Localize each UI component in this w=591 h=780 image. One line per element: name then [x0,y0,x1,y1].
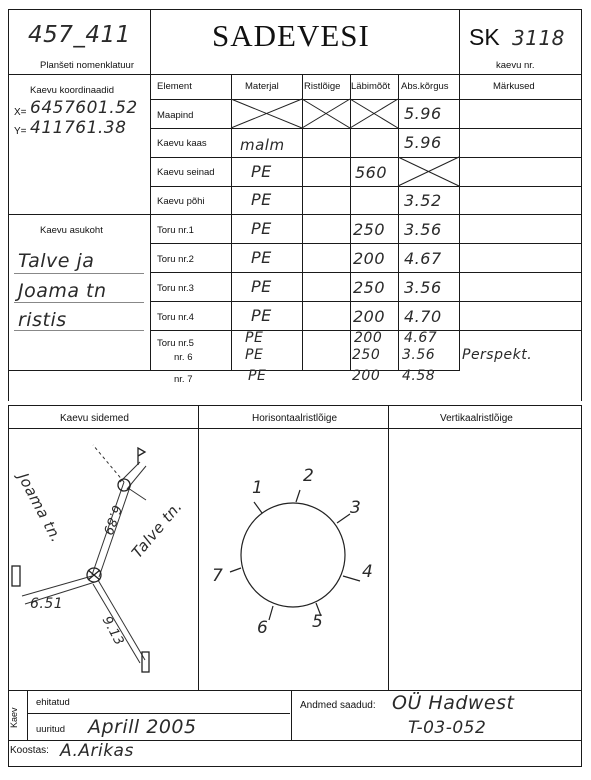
table-cell-diameter: 250 [353,278,386,297]
table-cell-material: PE [248,368,267,384]
horizontal-label: Horisontaalristlõige [252,413,338,424]
well-prefix: SK [469,24,500,50]
distance-bottom: 9.13 [98,614,127,649]
table-cell-element: nr. 6 [174,352,193,363]
sheet-label: Planšeti nomenklatuur [40,60,134,71]
well-circle [241,503,345,607]
data-from-value: OÜ Hadwest [392,692,515,714]
sheet-number: 457_411 [28,22,131,48]
table-cell-diameter: 200 [353,249,386,268]
built-label: ehitatud [36,697,70,708]
table-cell-element: Toru nr.3 [157,283,194,294]
table-cell-material: PE [251,162,272,181]
table-cell-material: PE [251,306,272,325]
form-title: SADEVESI [212,18,370,53]
column-header-diameter: Läbimõõt [351,81,391,92]
table-cell-material: malm [240,136,285,154]
data-from-label: Andmed saadud: [300,700,376,711]
well-label: kaevu nr. [496,60,535,71]
table-cell-element: Toru nr.5 [157,338,194,349]
table-cell-element: Toru nr.1 [157,225,194,236]
well-number: 3118 [512,26,565,50]
street-label-joama: Joama tn. [14,470,66,546]
column-header-abs-height: Abs.kõrgus [401,81,449,92]
table-cell-abs: 3.56 [402,347,436,363]
pipe-number: 5 [312,612,324,632]
distance-left: 6.51 [30,596,64,612]
column-header-section: Ristlõige [304,81,341,92]
table-cell-diameter: 250 [352,347,381,363]
location-line: Talve ja [18,250,95,272]
location-line: ristis [18,309,67,331]
table-cell-material: PE [251,248,272,267]
table-cell-abs: 3.56 [404,278,442,297]
pipe-number: 3 [350,498,362,518]
data-reference: T-03-052 [408,718,487,738]
pipe-number: 4 [362,562,374,582]
table-cell-abs: 3.52 [404,191,442,210]
table-cell-abs: 4.58 [402,368,436,384]
street-label-talve: Talve tn. [128,497,186,562]
table-cell-abs: 4.67 [404,330,438,346]
pipe-number: 2 [303,466,315,486]
table-cell-element: Kaevu kaas [157,138,207,149]
location-label: Kaevu asukoht [40,225,103,236]
vertical-label: Vertikaalristlõige [440,413,513,424]
table-cell-element: Toru nr.4 [157,312,194,323]
y-prefix: Y= [14,126,27,137]
table-cell-abs: 3.56 [404,220,442,239]
location-line: Joama tn [18,280,107,302]
table-cell-element: Kaevu põhi [157,196,205,207]
table-cell-material: PE [251,277,272,296]
table-cell-element: nr. 7 [174,374,193,385]
table-cell-abs: 5.96 [404,104,442,123]
distance-top: 6.89 [99,502,124,538]
table-cell-material: PE [251,219,272,238]
table-cell-diameter: 200 [354,330,383,346]
table-cell-material: PE [245,347,264,363]
surveyed-value: Aprill 2005 [88,716,197,738]
surveyed-label: uuritud [36,724,66,735]
coordinates-label: Kaevu koordinaadid [30,85,114,96]
table-cell-element: Kaevu seinad [157,167,215,178]
connections-label: Kaevu sidemed [60,413,129,424]
column-header-notes: Märkused [493,81,535,92]
table-cell-element: Maapind [157,110,194,121]
table-cell-notes: Perspekt. [462,347,533,363]
table-cell-diameter: 250 [353,220,386,239]
pipe-number: 6 [257,618,269,638]
kaev-label: Kaev [9,707,19,728]
table-cell-element: Toru nr.2 [157,254,194,265]
table-cell-diameter: 200 [353,307,386,326]
table-cell-abs: 4.67 [404,249,442,268]
table-cell-diameter: 560 [355,163,388,182]
table-cell-diameter: 200 [352,368,381,384]
pipe-number: 7 [212,566,224,586]
column-header-element: Element [157,81,192,92]
pipe-number: 1 [252,478,264,498]
table-cell-material: PE [245,330,264,346]
table-cell-abs: 5.96 [404,133,442,152]
compiled-value: A.Arikas [60,741,134,761]
table-cell-abs: 4.70 [404,307,442,326]
column-header-material: Materjal [245,81,279,92]
y-coordinate: 411761.38 [30,118,127,138]
compiled-label: Koostas: [10,745,49,756]
x-coordinate: 6457601.52 [30,98,138,118]
x-prefix: X= [14,107,27,118]
table-cell-material: PE [251,190,272,209]
